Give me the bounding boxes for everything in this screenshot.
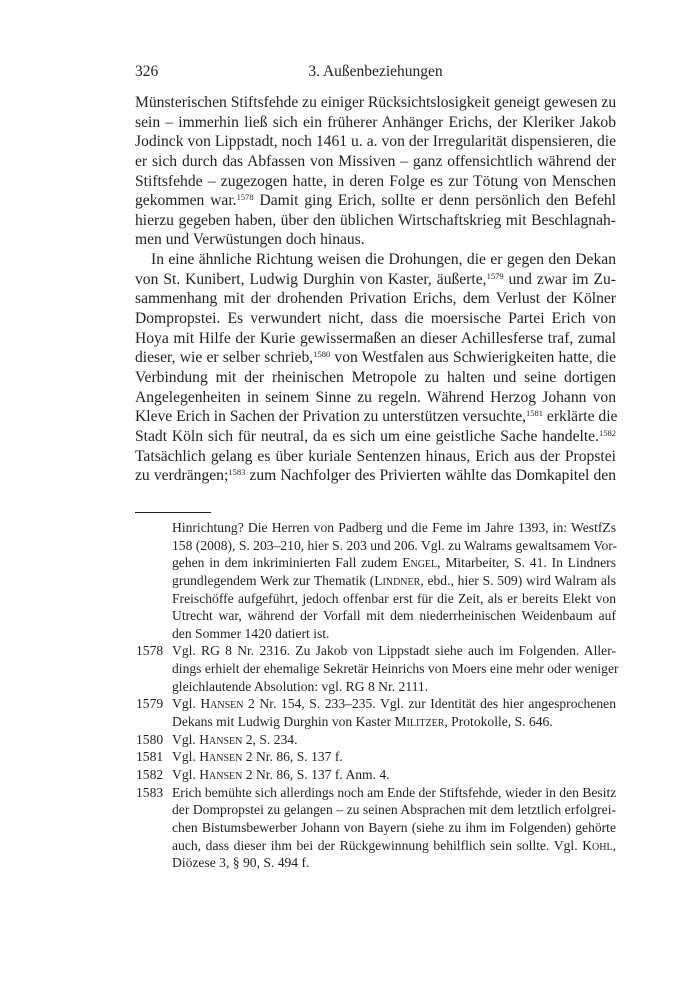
body-line: Dompropstei. Es verwundert nicht, dass die moersische Partei Erich von	[135, 310, 616, 328]
text-run: ,	[612, 837, 616, 853]
body-line: In eine ähnliche Richtung weisen die Drohungen, die er gegen den Dekan	[151, 251, 616, 269]
text-run: Kleve Erich in Sachen der Privation zu unterstützen versuchte,	[135, 408, 527, 426]
text-run: Vgl.	[172, 749, 200, 765]
footnote-text: Utrecht war, während der Vorfall mit dem niederrheinischen Weidenbaum auf	[172, 608, 616, 624]
body-line: men und Verwüstungen doch hinaus.	[135, 231, 365, 249]
footnote-line	[135, 519, 616, 537]
text-run: Stadt Köln sich für neutral, da es sich um eine geistliche Sache handelte.	[135, 427, 599, 445]
footnote-1582	[135, 766, 616, 784]
footnote-ref[interactable]: 1580	[313, 349, 331, 360]
author-name: Hansen	[199, 749, 243, 765]
footnote-line	[135, 572, 616, 590]
text-run: und zwar im Zu-	[503, 270, 616, 288]
text-run: Dekans mit Ludwig Durghin von Kaster	[172, 714, 395, 730]
body-line	[135, 407, 616, 427]
footnote-text	[172, 837, 616, 855]
footnote-text: den Sommer 1420 datiert ist.	[172, 625, 330, 641]
footnote-text	[172, 572, 616, 590]
footnote-line	[135, 678, 616, 696]
body-line: Tatsächlich gelang es über kuriale Sentenzen hinaus, Erich aus der Propstei	[135, 447, 616, 465]
footnote-1578	[135, 642, 616, 660]
footnote-text	[172, 695, 616, 713]
body-line: Angelegenheiten in seinem Sinne zu regeln. Während Herzog Johann von	[135, 388, 616, 406]
footnote-ref[interactable]: 1579	[486, 270, 504, 281]
footnote-1580	[135, 731, 616, 749]
footnote-text: Vgl. RG 8 Nr. 2316. Zu Jakob von Lippstadt siehe auch im Folgenden. Aller-	[172, 643, 616, 659]
footnote-number: 1578	[136, 643, 164, 659]
page-number: 326	[135, 63, 159, 80]
text-run: dieser, wie er selber schrieb,	[135, 349, 314, 367]
text-run: , ebd., hier S. 509) wird Walram als	[420, 572, 616, 588]
footnote-line	[135, 625, 616, 643]
body-text	[135, 93, 616, 486]
text-run: , Protokolle, S. 646.	[444, 714, 553, 730]
footnote-1579	[135, 695, 616, 713]
text-run: zu verdrängen;	[135, 467, 229, 485]
body-line: sein – immerhin ließ sich ein früherer Anhänger Erichs, der Kleriker Jakob	[135, 113, 616, 131]
text-run: Vgl.	[172, 766, 200, 782]
footnote-separator	[135, 512, 211, 513]
text-run: 2 Nr. 154, S. 233–235. Vgl. zur Identität des hier angesprochenen	[243, 696, 616, 712]
footnote-ref[interactable]: 1578	[236, 192, 254, 203]
footnotes	[135, 519, 619, 872]
footnote-text: Freischöffe aufgeführt, jedoch offenbar erst für die Zeit, als er bereits Elekt von	[172, 590, 616, 606]
body-line	[135, 270, 616, 290]
footnote-text: chen Bistumsbewerber Johann von Bayern (siehe zu ihm im Folgenden) gehörte	[172, 819, 616, 835]
footnote-line	[135, 660, 619, 678]
running-title: 3. Außenbeziehungen	[308, 63, 443, 80]
footnote-line	[135, 837, 616, 855]
text-run: von St. Kunibert, Ludwig Durghin von Kaster, äußerte,	[135, 270, 487, 288]
footnote-line	[135, 537, 616, 555]
body-line: Jodinck von Lippstadt, noch 1461 u. a. von der Irregularität dispensieren, die	[135, 133, 616, 151]
footnote-line	[135, 854, 616, 872]
footnote-text: dings erhielt der ehemalige Sekretär Heinrichs von Moers eine mehr oder weniger	[172, 661, 619, 677]
footnote-number: 1580	[136, 731, 164, 747]
author-name: Lindner	[374, 572, 421, 588]
body-line	[135, 427, 616, 447]
footnote-text: 158 (2008), S. 203–210, hier S. 203 und 206. Vgl. zu Walrams gewaltsamem Vor-	[172, 537, 618, 553]
footnote-number: 1583	[136, 784, 164, 800]
author-name: Hansen	[200, 696, 244, 712]
footnote-line	[135, 713, 616, 731]
footnote-1581	[135, 748, 616, 766]
footnote-1583	[135, 784, 616, 802]
author-name: Militzer	[394, 714, 445, 730]
footnote-text: Hinrichtung? Die Herren von Padberg und die Feme im Jahre 1393, in: WestfZs	[172, 520, 616, 535]
footnote-text: Erich bemühte sich allerdings noch am Ende der Stiftsfehde, wieder in den Besitz	[172, 784, 617, 800]
footnote-text	[172, 731, 616, 749]
text-run: von Westfalen aus Schwierigkeiten hatte, die	[330, 349, 616, 367]
footnote-text	[172, 766, 616, 784]
footnote-text	[172, 554, 616, 572]
footnote-number: 1582	[136, 766, 164, 782]
footnote-text	[172, 713, 616, 731]
body-line	[135, 348, 616, 368]
footnote-line	[135, 590, 616, 608]
footnote-line	[135, 801, 616, 819]
text-run: grundlegendem Werk zur Thematik (	[172, 572, 375, 588]
text-run: 2, S. 234.	[242, 731, 298, 747]
body-line: Verbindung mit der rheinischen Metropole zu halten und seine dortigen	[135, 368, 616, 386]
footnote-ref[interactable]: 1583	[228, 467, 246, 478]
text-run: Damit ging Erich, sollte er denn persönlich den Befehl	[253, 192, 616, 210]
footnote-number: 1579	[136, 696, 164, 712]
footnote-text	[172, 748, 616, 766]
text-run: Vgl.	[172, 696, 201, 712]
body-line	[135, 466, 616, 486]
footnote-text: Diözese 3, § 90, S. 494 f.	[172, 855, 310, 871]
text-run: gehen in dem inkriminierten Fall zudem	[172, 555, 403, 571]
text-run: auch, dass dieser ihm bei der Rückgewinnung behilflich sein sollte. Vgl.	[172, 837, 583, 853]
body-line: Stiftsfehde – zugezogen hatte, in deren Folge es zur Tötung von Menschen	[135, 172, 616, 190]
text-run: erklärte die	[543, 408, 618, 426]
text-run: gekommen war.	[135, 192, 237, 210]
author-name: Hansen	[199, 731, 243, 747]
footnote-ref[interactable]: 1581	[526, 408, 544, 419]
body-line: Münsterischen Stiftsfehde zu einiger Rücksichtslosigkeit geneigt gewesen zu	[135, 94, 617, 111]
author-name: Engel	[402, 555, 438, 571]
footnote-line	[135, 819, 616, 837]
body-line: Hoya mit Hilfe der Kurie gewissermaßen an dieser Achillesferse traf, zumal	[135, 329, 616, 347]
body-line: hierzu gegeben haben, über den üblichen Wirtschaftskrieg mit Beschlagnah-	[135, 211, 616, 229]
footnote-line	[135, 554, 616, 572]
footnote-number: 1581	[136, 749, 164, 765]
text-run: , Mitarbeiter, S. 41. In Lindners	[437, 555, 616, 571]
footnote-line	[135, 607, 616, 625]
author-name: Hansen	[199, 766, 243, 782]
footnote-ref[interactable]: 1582	[599, 427, 616, 438]
text-run: zum Nachfolger des Privierten wählte das Domkapitel den	[245, 467, 616, 485]
author-name: Kohl	[582, 837, 613, 853]
body-line: er sich durch das Abfassen von Missiven – ganz offensichtlich während der	[135, 152, 616, 170]
footnote-text: der Dompropstei zu gelangen – zu seinen Absprachen mit dem letztlich erfolgrei-	[172, 802, 616, 818]
text-run: 2 Nr. 86, S. 137 f. Anm. 4.	[242, 766, 390, 782]
text-run: Vgl.	[172, 731, 200, 747]
body-line: sammenhang mit der drohenden Privation Erichs, dem Verlust der Kölner	[135, 290, 616, 308]
body-line	[135, 191, 616, 211]
text-run: 2 Nr. 86, S. 137 f.	[242, 749, 343, 765]
footnote-text: gleichlautende Absolution: vgl. RG 8 Nr. 2111.	[172, 678, 429, 694]
